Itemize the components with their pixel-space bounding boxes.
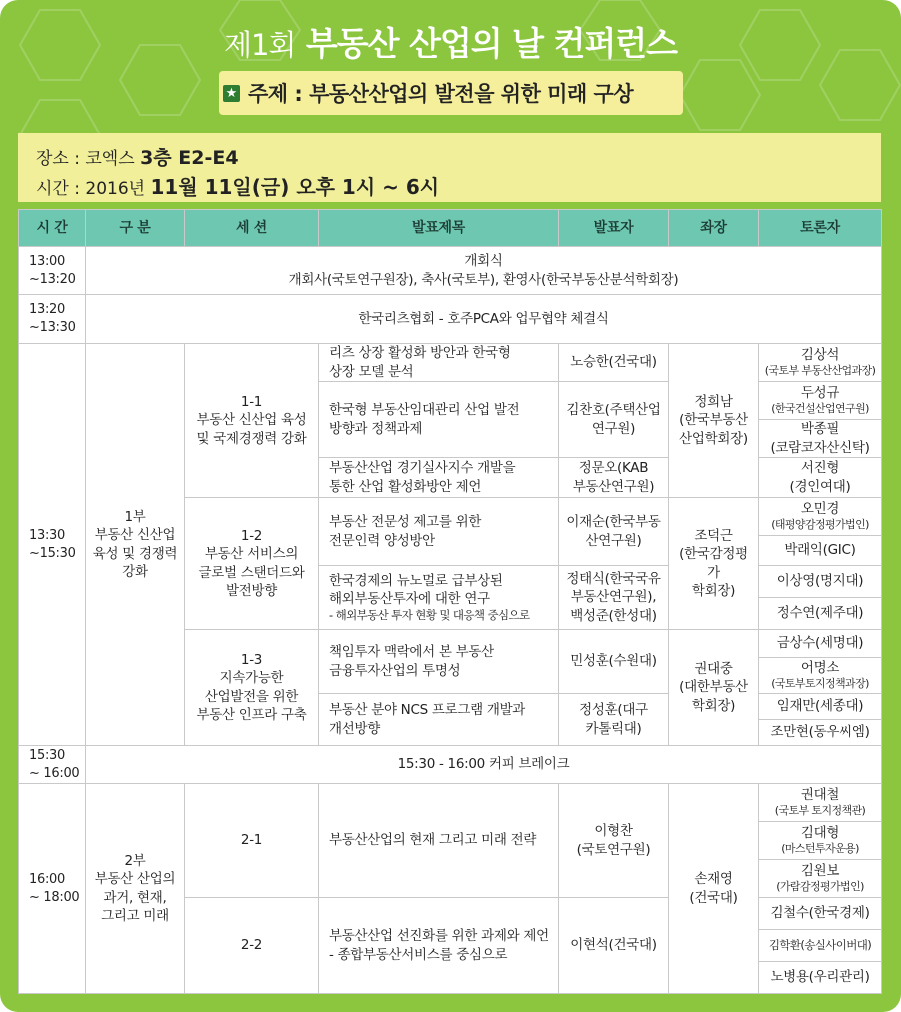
opening-detail: 개회사(국토연구원장), 축사(국토부), 환영사(한국부동산분석학회장) [288,271,679,288]
discussant-org: (국토부토지정책과장) [771,677,869,691]
discussant-cell [759,658,882,694]
topic-cell: 부동산산업 선진화를 위한 과제와 제언 - 종합부동산서비스를 중심으로 [319,898,559,994]
discussant-cell [759,860,882,898]
break-cell: 15:30 - 16:00 커피 브레이크 [86,746,882,784]
opening-cell [86,247,882,295]
title-prefix: 제1회 [223,28,296,62]
topic-cell: 부동산 전문성 제고를 위한 전문인력 양성방안 [319,498,559,566]
discussant-name: 두성규 [800,384,840,401]
discussant-name: 박종필 [800,421,840,438]
discussant-cell: 임재만(세종대) [759,694,882,720]
discussant-org: (마스턴투자운용) [781,842,859,856]
session-cell: 2-2 [185,898,319,994]
topic-cell [319,566,559,630]
discussant-org: (가람감정평가법인) [776,880,864,894]
topic-cell: 리츠 상장 활성화 방안과 한국형 상장 모델 분석 [319,344,559,382]
opening-title: 개회식 [464,253,503,270]
discussant-name: 권대철 [800,786,840,803]
discussant-org: (국토부 부동산산업과장) [764,364,876,378]
topic-cell: 한국형 부동산임대관리 산업 발전 방향과 정책과제 [319,382,559,458]
presenter-cell: 민성훈(수원대) [559,630,669,694]
time-cell: 13:30 ~15:30 [19,344,86,746]
session-cell: 2-1 [185,784,319,898]
session-cell: 1-3 지속가능한 산업발전을 위한 부동산 인프라 구축 [185,630,319,746]
topic-note: - 해외부동산 투자 현황 및 대응책 중심으로 [329,607,530,622]
discussant-cell [759,420,882,458]
discussant-org: (한국건설산업연구원) [771,402,869,416]
title-main: 부동산 산업의 날 컨퍼런스 [305,24,678,63]
table-row [19,344,882,382]
header-presenter: 발표자 [559,210,669,247]
topic-cell: 부동산산업의 현재 그리고 미래 전략 [319,784,559,898]
table-row [19,247,882,295]
discussant-cell: 김철수(한국경제) [759,898,882,930]
header-division: 구 분 [86,210,185,247]
presenter-cell: 노승한(건국대) [559,344,669,382]
star-icon: ★ [223,85,240,102]
presenter-cell: 김찬호(주택산업 연구원) [559,382,669,458]
subject-text: 주제 : 부동산산업의 발전을 위한 미래 구상 [248,82,634,106]
topic-cell: 책임투자 맥락에서 본 부동산 금융투자산업의 투명성 [319,630,559,694]
discussant-cell [759,784,882,822]
venue-label: 장소 : 코엑스 [36,149,135,169]
discussant-name: 오민경 [800,500,840,517]
header-discussant: 토론자 [759,210,882,247]
discussant-org: (코람코자산신탁) [770,439,870,456]
discussant-org: (경인여대) [789,478,851,495]
discussant-cell [759,344,882,382]
venue-line [36,143,239,170]
session-cell: 1-2 부동산 서비스의 글로벌 스탠더드와 발전방향 [185,498,319,630]
chair-cell: 손재영 (건국대) [669,784,759,994]
chair-cell: 정희남 (한국부동산 산업학회장) [669,344,759,498]
presenter-cell: 이형찬 (국토연구원) [559,784,669,898]
header-session: 세 션 [185,210,319,247]
header-chair: 좌장 [669,210,759,247]
schedule-table [18,209,882,994]
event-info-box [18,133,881,202]
discussant-cell [759,498,882,536]
chair-cell: 권대중 (대한부동산 학회장) [669,630,759,746]
part-cell: 1부 부동산 신산업 육성 및 경쟁력 강화 [86,344,185,746]
header-topic: 발표제목 [319,210,559,247]
page-title [0,18,901,65]
discussant-cell [759,382,882,420]
topic-cell: 부동산 분야 NCS 프로그램 개발과 개선방향 [319,694,559,746]
presenter-cell: 정문오(KAB 부동산연구원) [559,458,669,498]
discussant-cell: 김학환(송실사이버대) [759,930,882,962]
venue-value: 3층 E2-E4 [140,147,239,169]
table-row [19,746,882,784]
table-header-row [19,210,882,247]
presenter-cell: 정태식(한국국유 부동산연구원), 백성준(한성대) [559,566,669,630]
table-row [19,784,882,822]
presenter-cell: 이재순(한국부동 산연구원) [559,498,669,566]
discussant-cell: 이상영(명지대) [759,566,882,598]
time-cell: 15:30 ~ 16:00 [19,746,86,784]
header-time: 시 간 [19,210,86,247]
chair-cell: 조덕근 (한국감정평가 학회장) [669,498,759,630]
discussant-cell [759,458,882,498]
discussant-cell [759,822,882,860]
topic-cell: 부동산산업 경기실사지수 개발을 통한 산업 활성화방안 제언 [319,458,559,498]
time-label: 시간 : 2016년 [36,179,146,199]
discussant-cell: 박래익(GIC) [759,536,882,566]
topic-text: 한국경제의 뉴노멀로 급부상된 해외부동산투자에 대한 연구 [329,572,503,607]
discussant-cell: 조만현(동우씨엠) [759,720,882,746]
mou-cell: 한국리츠협회 - 호주PCA와 업무협약 체결식 [86,295,882,344]
time-cell: 13:00 ~13:20 [19,247,86,295]
time-cell: 16:00 ~ 18:00 [19,784,86,994]
time-line [36,171,439,200]
presenter-cell: 정성훈(대구 카톨릭대) [559,694,669,746]
discussant-cell: 정수연(제주대) [759,598,882,630]
discussant-org: (국토부 토지정책관) [774,804,866,818]
discussant-name: 김대형 [800,824,840,841]
time-value: 11월 11일(금) 오후 1시 ~ 6시 [150,175,440,199]
discussant-cell: 노병용(우리관리) [759,962,882,994]
session-cell: 1-1 부동산 신산업 육성 및 국제경쟁력 강화 [185,344,319,498]
table-row [19,295,882,344]
discussant-cell: 금상수(세명대) [759,630,882,658]
subject-banner [219,71,683,115]
discussant-name: 김상석 [800,346,840,363]
presenter-cell: 이현석(건국대) [559,898,669,994]
discussant-name: 어명소 [800,659,840,676]
discussant-org: (태평양감정평가법인) [771,518,869,532]
discussant-name: 김원보 [800,862,840,879]
part-cell: 2부 부동산 산업의 과거, 현재, 그리고 미래 [86,784,185,994]
discussant-name: 서진형 [800,460,840,477]
time-cell: 13:20 ~13:30 [19,295,86,344]
